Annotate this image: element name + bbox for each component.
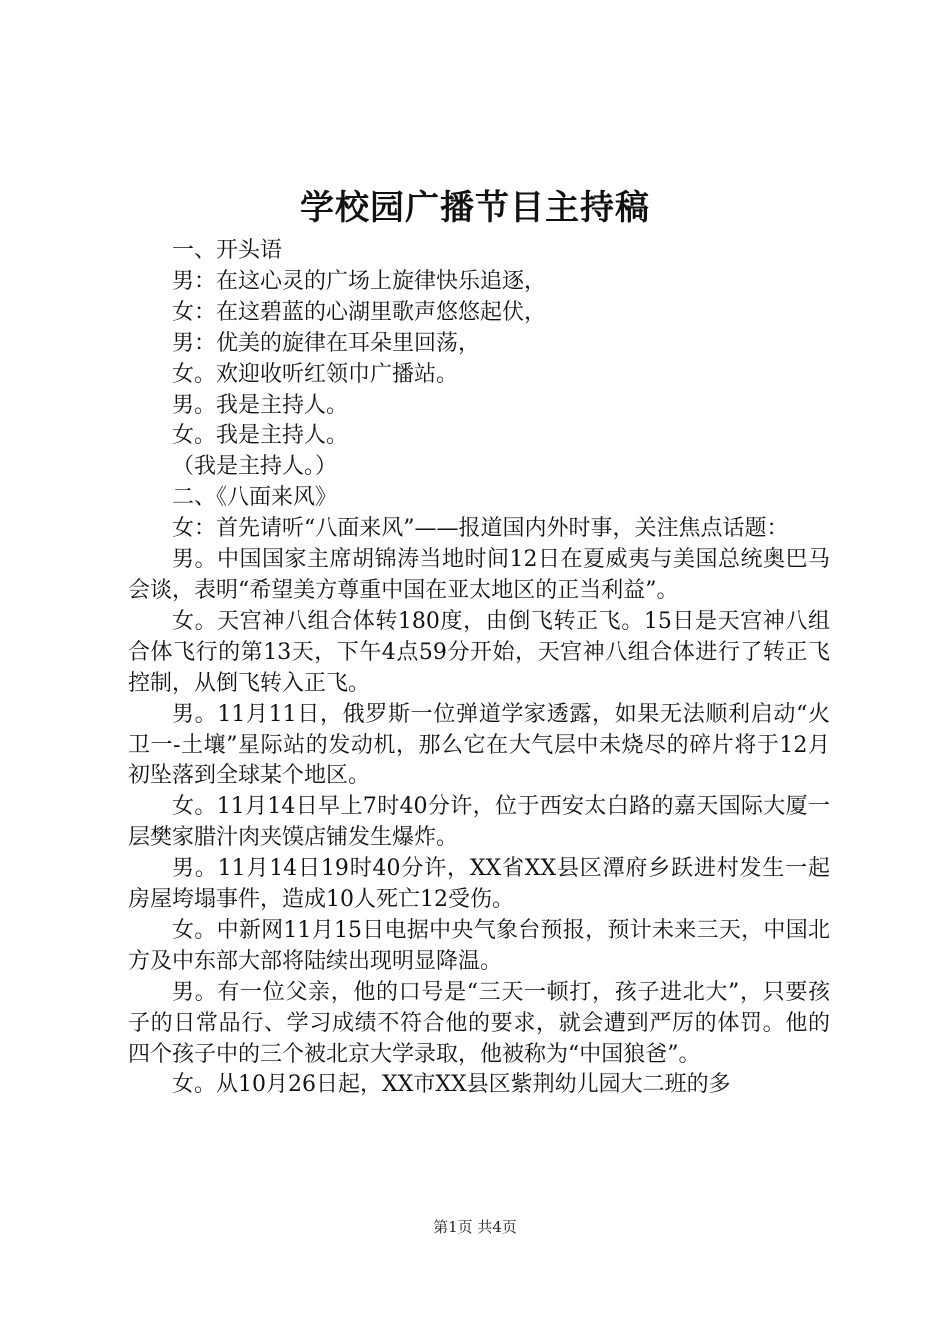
- paragraph: 女。欢迎收听红领巾广播站。: [172, 361, 459, 387]
- paragraph: 女。中新网11月15日电据中央气象台预报，预计未来三天，中国北方及中东部大部将陆续出现明显降温。: [128, 917, 830, 974]
- paragraph: 男。有一位父亲，他的口号是“三天一顿打，孩子进北大”，只要孩子的日常品行、学习成绩不符合他的要求，就会遭到严厉的体罚。他的四个孩子中的三个被北京大学录取，他被称为“中国狼爸”。: [128, 979, 830, 1067]
- paragraph: 女。11月14日早上7时40分许，位于西安太白路的嘉天国际大厦一层樊家腊汁肉夹馍店铺发生爆炸。: [128, 794, 830, 851]
- document-title: 学校园广播节目主持稿: [300, 188, 650, 228]
- paragraph: 女。我是主持人。: [172, 423, 349, 449]
- paragraph: 女：在这碧蓝的心湖里歌声悠悠起伏，: [172, 299, 547, 325]
- paragraph: 男。我是主持人。: [172, 392, 349, 418]
- paragraph: 男：优美的旋律在耳朵里回荡，: [172, 330, 481, 356]
- page-footer: 第1页 共4页: [433, 1218, 517, 1236]
- paragraph: 一、开头语: [172, 238, 283, 263]
- paragraph: 男：在这心灵的广场上旋律快乐追逐，: [172, 268, 547, 294]
- document-body: [128, 236, 830, 1101]
- paragraph: 二、《八面来风》: [172, 485, 338, 511]
- paragraph: 女：首先请听“八面来风”——报道国内外时事，关注焦点话题：: [172, 516, 789, 542]
- paragraph: 男。中国国家主席胡锦涛当地时间12日在夏威夷与美国总统奥巴马会谈，表明“希望美方尊重中国在亚太地区的正当利益”。: [128, 547, 830, 603]
- paragraph: 女。天宫神八组合体转180度，由倒飞转正飞。15日是天宫神八组合体飞行的第13天，下午4点59分开始，天宫神八组合体进行了转正飞控制，从倒飞转入正飞。: [128, 608, 830, 696]
- paragraph: 男。11月11日，俄罗斯一位弹道学家透露，如果无法顺利启动“火卫一-土壤”星际站的发动机，那么它在大气层中未烧尽的碎片将于12月初坠落到全球某个地区。: [128, 701, 830, 789]
- paragraph: 女。从10月26日起，XX市XX县区紫荆幼儿园大二班的多: [172, 1072, 731, 1098]
- paragraph: （我是主持人。）: [172, 454, 338, 480]
- paragraph: 男。11月14日19时40分许，XX省XX县区潭府乡跃进村发生一起房屋垮塌事件，造成10人死亡12受伤。: [128, 856, 830, 913]
